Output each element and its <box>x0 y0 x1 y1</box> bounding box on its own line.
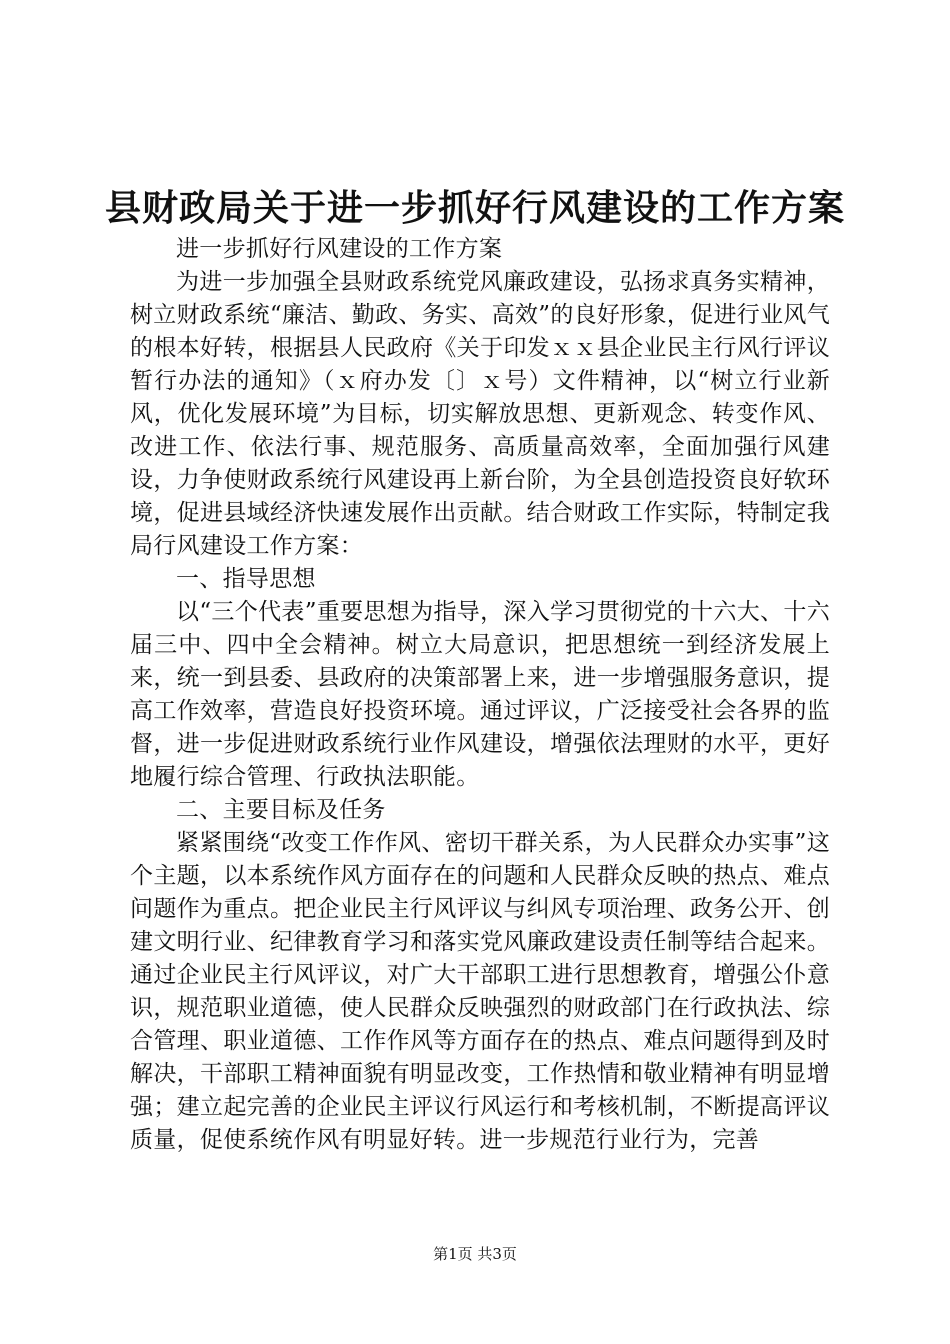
document-title: 县财政局关于进一步抓好行风建设的工作方案 <box>104 187 845 229</box>
page-number-footer: 第1页 共3页 <box>433 1245 517 1263</box>
goals-tasks-paragraph: 紧紧围绕“改变工作作风、密切干群关系，为人民群众办实事”这个主题，以本系统作风方面存在的问题和人民群众反映的热点、难点问题作为重点。把企业民主行风评议与纠风专项治理、政务公开、创建文明行业、纪律教育学习和落实党风廉政建设责任制等结合起来。通过企业民主行风评议，对广大干部职工进行思想教育，增强公仆意识，规范职业道德，使人民群众反映强烈的财政部门在行政执法、综合管理、职业道德、工作作风等方面存在的热点、难点问题得到及时解决，干部职工精神面貌有明显改变，工作热情和敬业精神有明显增强；建立起完善的企业民主评议行风运行和考核机制，不断提高评议质量，促使系统作风有明显好转。进一步规范行业行为，完善 <box>130 830 830 1153</box>
document-body <box>130 233 830 1157</box>
intro-paragraph: 为进一步加强全县财政系统党风廉政建设，弘扬求真务实精神，树立财政系统“廉洁、勤政、务实、高效”的良好形象，促进行业风气的根本好转，根据县人民政府《关于印发ｘｘ县企业民主行风行评议暂行办法的通知》（ｘ府办发〔〕ｘ号）文件精神，以“树立行业新风，优化发展环境”为目标，切实解放思想、更新观念、转变作风、改进工作、依法行事、规范服务、高质量高效率，全面加强行风建设，力争使财政系统行风建设再上新台阶，为全县创造投资良好软环境，促进县域经济快速发展作出贡献。结合财政工作实际，特制定我局行风建设工作方案： <box>130 269 830 559</box>
subtitle-paragraph: 进一步抓好行风建设的工作方案 <box>176 236 503 262</box>
guiding-thought-paragraph: 以“三个代表”重要思想为指导，深入学习贯彻党的十六大、十六届三中、四中全会精神。树立大局意识，把思想统一到经济发展上来，统一到县委、县政府的决策部署上来，进一步增强服务意识，提高工作效率，营造良好投资环境。通过评议，广泛接受社会各界的监督，进一步促进财政系统行业作风建设，增强依法理财的水平，更好地履行综合管理、行政执法职能。 <box>130 599 830 790</box>
section-heading-goals-tasks: 二、主要目标及任务 <box>176 797 386 823</box>
section-heading-guiding-thought: 一、指导思想 <box>176 566 316 592</box>
